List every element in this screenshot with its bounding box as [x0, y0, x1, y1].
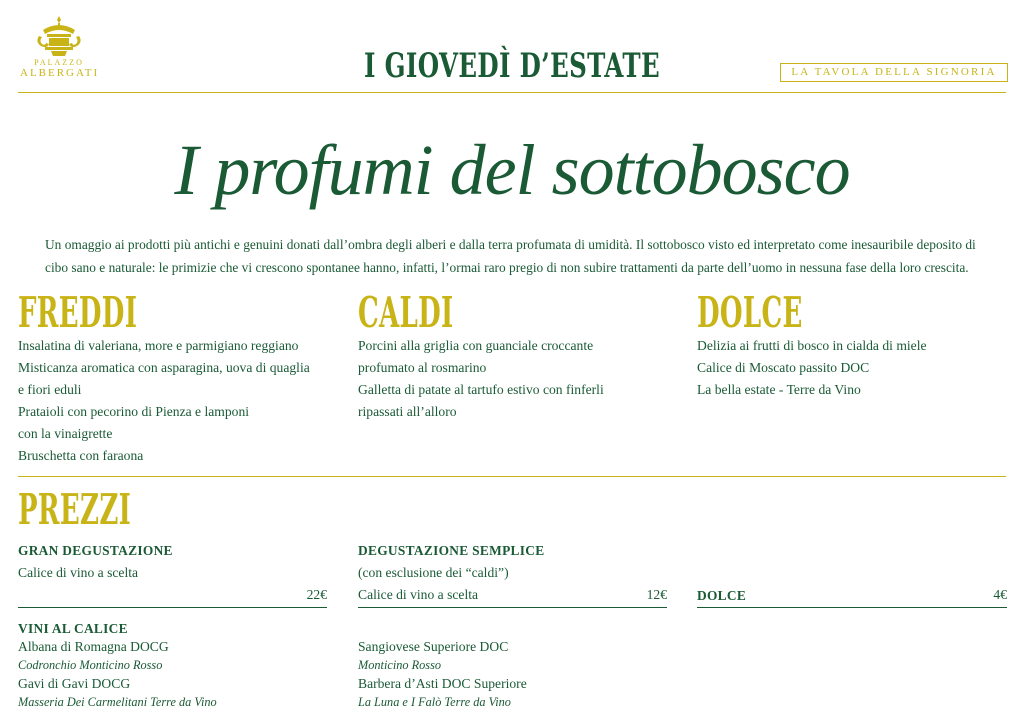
- gran-degustazione-price: 22€: [306, 587, 327, 602]
- menu-item: La bella estate - Terre da Vino: [697, 382, 861, 397]
- price-divider: [18, 607, 327, 608]
- menu-item: Bruschetta con faraona: [18, 448, 144, 463]
- wine-name: Sangiovese Superiore DOC: [358, 639, 509, 654]
- price-divider: [358, 607, 667, 608]
- wine-name: Barbera d’Asti DOC Superiore: [358, 676, 527, 691]
- degustazione-semplice-heading: DEGUSTAZIONE SEMPLICE: [358, 543, 545, 558]
- menu-item: Galletta di patate al tartufo estivo con finferli: [358, 382, 604, 397]
- menu-item: Calice di Moscato passito DOC: [697, 360, 870, 375]
- wine-producer: Codronchio Monticino Rosso: [18, 658, 163, 672]
- logo-text-line1: PALAZZO: [34, 58, 84, 67]
- tagline-badge: LA TAVOLA DELLA SIGNORIA: [780, 63, 1008, 82]
- palazzo-albergati-logo: [20, 14, 98, 84]
- degustazione-semplice-note: (con esclusione dei “caldi”): [358, 565, 509, 580]
- menu-item: ripassati all’alloro: [358, 404, 457, 419]
- section-title-prezzi: PREZZI: [18, 485, 132, 534]
- wine-name: Gavi di Gavi DOCG: [18, 676, 131, 691]
- price-divider: [697, 607, 1007, 608]
- gran-degustazione-heading: GRAN DEGUSTAZIONE: [18, 543, 173, 558]
- top-divider: [18, 92, 1006, 93]
- page-title: I profumi del sottobosco: [174, 130, 850, 210]
- section-title-freddi: FREDDI: [18, 288, 138, 337]
- wine-producer: Monticino Rosso: [358, 658, 441, 672]
- menu-list-dolce: [697, 335, 1017, 401]
- dolce-price: 4€: [993, 587, 1007, 602]
- wine-name: Albana di Romagna DOCG: [18, 639, 169, 654]
- menu-item: Porcini alla griglia con guanciale croccante: [358, 338, 594, 353]
- menu-item: Misticanza aromatica con asparagina, uova di quaglia: [18, 360, 310, 375]
- logo-text-line2: ALBERGATI: [20, 67, 100, 79]
- degustazione-semplice-price: 12€: [646, 587, 667, 602]
- menu-item: Insalatina di valeriana, more e parmigiano reggiano: [18, 338, 299, 353]
- wine-producer: La Luna e I Falò Terre da Vino: [358, 695, 511, 709]
- menu-item: Prataioli con pecorino di Pienza e lamponi: [18, 404, 250, 419]
- menu-item: e fiori eduli: [18, 382, 82, 397]
- middle-divider: [18, 476, 1006, 477]
- menu-item: con la vinaigrette: [18, 426, 113, 441]
- gran-degustazione-desc: Calice di vino a scelta: [18, 565, 139, 580]
- dolce-price-heading: DOLCE: [697, 588, 747, 603]
- crown-crest-icon: [33, 14, 85, 58]
- event-title: I GIOVEDÌ D’ESTATE: [363, 46, 661, 86]
- section-title-dolce: DOLCE: [697, 288, 803, 337]
- intro-paragraph: Un omaggio ai prodotti più antichi e genuini donati dall’ombra degli alberi e dalla terra profumata di umidità. Il sottobosco visto ed interpretato come inesauribile deposito di cibo sano e naturale: le primizie che vi crescono spontanee hanno, infatti, l’ormai raro pregio di non subire trattamenti da parte dell’uomo in nessuna fase della loro crescita.: [45, 237, 976, 275]
- vini-al-calice-heading: VINI AL CALICE: [18, 621, 128, 636]
- wine-producer: Masseria Dei Carmelitani Terre da Vino: [18, 695, 217, 709]
- menu-list-caldi: [358, 335, 678, 423]
- menu-list-freddi: [18, 335, 338, 467]
- menu-item: Delizia ai frutti di bosco in cialda di miele: [697, 338, 927, 353]
- section-title-caldi: CALDI: [358, 288, 454, 337]
- menu-item: profumato al rosmarino: [358, 360, 487, 375]
- degustazione-semplice-desc: Calice di vino a scelta: [358, 587, 479, 602]
